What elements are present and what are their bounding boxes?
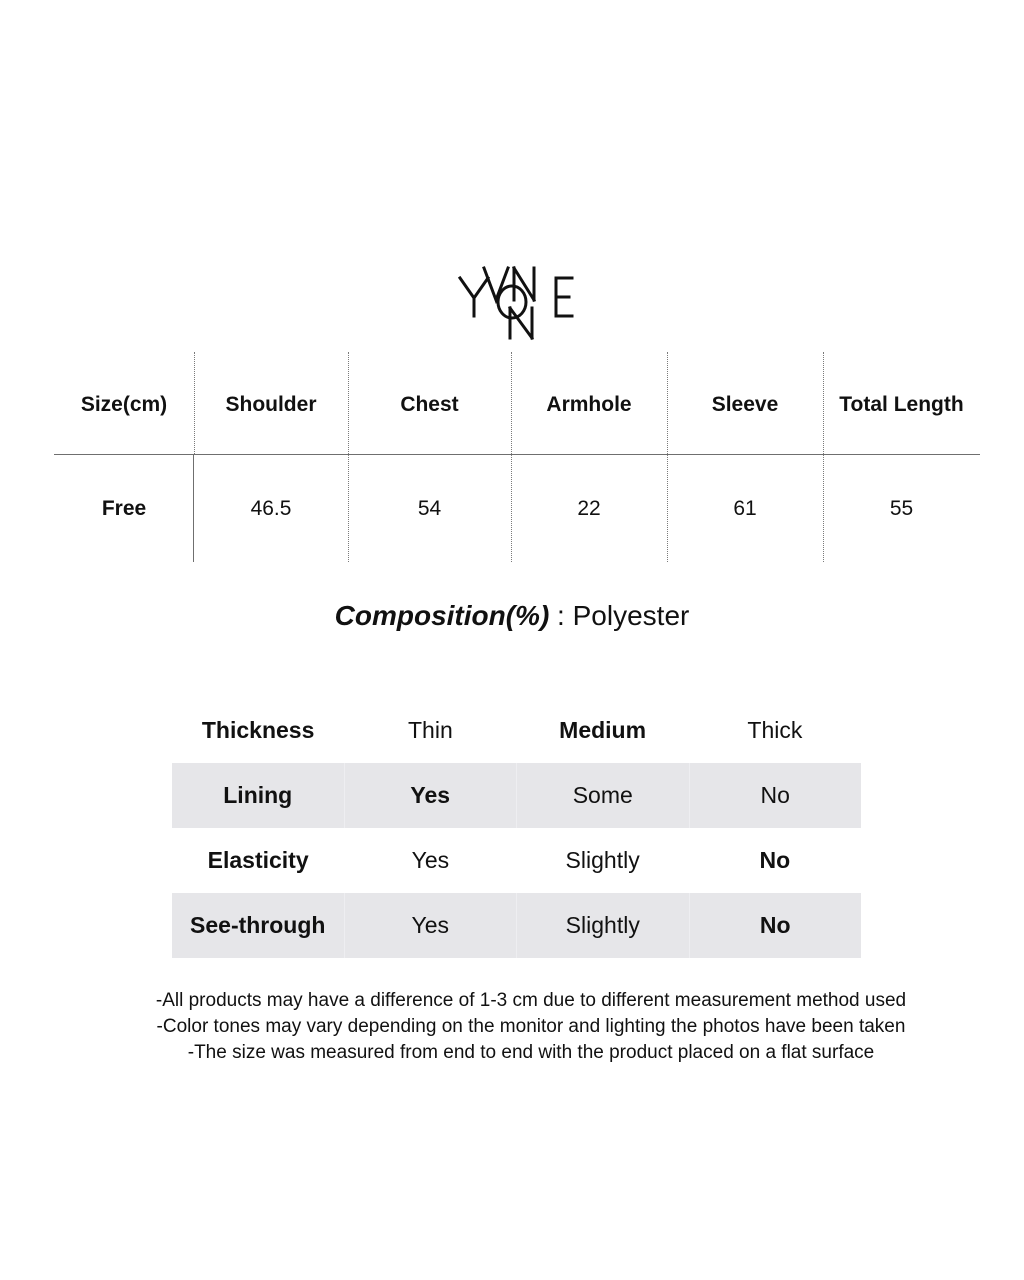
fabric-properties-table — [172, 698, 861, 958]
value-sleeve: 61 — [733, 497, 757, 520]
fabric-option: Yes — [344, 893, 517, 958]
composition-value: Polyester — [572, 600, 690, 631]
header-size: Size(cm) — [80, 393, 168, 416]
header-chest: Chest — [400, 393, 459, 416]
header-sleeve: Sleeve — [711, 393, 779, 416]
fabric-option: Thin — [408, 717, 453, 743]
fabric-option: Yes — [411, 847, 450, 873]
fabric-option-selected: No — [759, 847, 791, 873]
note-line: -Color tones may vary depending on the monitor and lighting the photos have been taken — [156, 1016, 906, 1037]
brand-logo-mark — [452, 258, 580, 342]
fabric-row-label: See-through — [190, 912, 326, 938]
measurement-notes — [0, 988, 1024, 1066]
fabric-option: Thick — [747, 717, 803, 743]
fabric-row-see-through — [172, 893, 861, 958]
fabric-row-thickness — [172, 698, 861, 763]
header-armhole: Armhole — [546, 393, 632, 416]
fabric-option: Slightly — [516, 893, 689, 958]
value-total-length: 55 — [889, 497, 914, 520]
note-line: -All products may have a difference of 1-3 cm due to different measurement method used — [155, 990, 907, 1011]
fabric-option: Slightly — [565, 847, 640, 873]
fabric-row-label: Elasticity — [207, 847, 309, 873]
size-table — [54, 352, 980, 562]
header-total-length: Total Length — [839, 393, 964, 416]
composition-line — [0, 600, 1024, 632]
fabric-row-label: Lining — [223, 782, 293, 808]
fabric-row-elasticity — [172, 828, 861, 893]
brand-logo — [452, 258, 580, 342]
row-size-free: Free — [101, 497, 147, 520]
fabric-option: Some — [516, 763, 689, 828]
fabric-option-selected: No — [689, 893, 862, 958]
fabric-option-selected: Yes — [344, 763, 517, 828]
header-shoulder: Shoulder — [225, 393, 317, 416]
fabric-option: No — [689, 763, 862, 828]
value-armhole: 22 — [577, 497, 601, 520]
composition-label: Composition(%) — [334, 600, 550, 631]
composition-separator: : — [549, 600, 573, 631]
fabric-row-label: Thickness — [201, 717, 315, 743]
note-line: -The size was measured from end to end with the product placed on a flat surface — [187, 1042, 875, 1063]
value-shoulder: 46.5 — [250, 497, 292, 520]
fabric-option-selected: Medium — [559, 717, 647, 743]
fabric-row-lining — [172, 763, 861, 828]
value-chest: 54 — [417, 497, 442, 520]
